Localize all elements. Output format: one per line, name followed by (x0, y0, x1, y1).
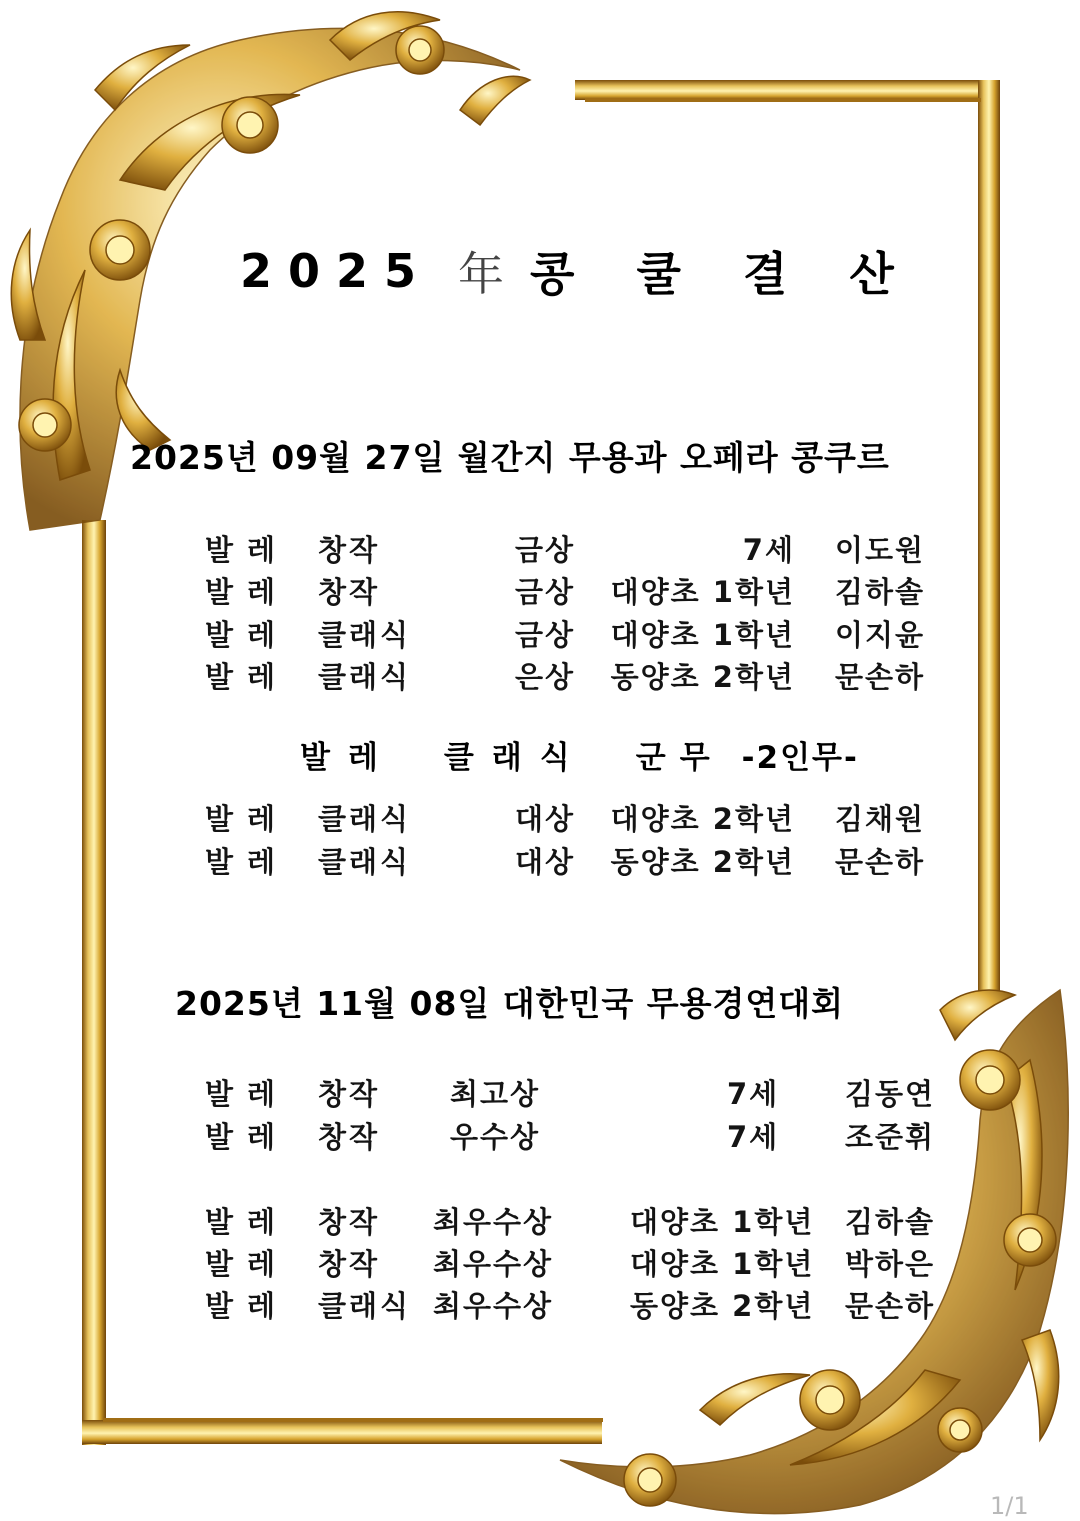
title-word: 콩 (530, 247, 591, 301)
award-row (205, 655, 945, 695)
award-category: 창작 (318, 533, 381, 567)
title-word: 산 (849, 247, 910, 301)
section-heading-2: 2025년 11월 08일 대한민국 무용경연대회 (175, 984, 845, 1023)
award-level: 최우수상 (433, 1247, 554, 1281)
award-row (205, 1242, 945, 1282)
title-word: 쿨 (636, 247, 697, 301)
award-name: 문손하 (835, 845, 926, 879)
award-category: 창작 (318, 1247, 381, 1281)
award-level: 최고상 (450, 1077, 541, 1111)
award-name: 박하은 (845, 1247, 936, 1281)
page-indicator: 1/1 (990, 1492, 1029, 1520)
title-words (530, 238, 910, 304)
award-name: 김하솔 (845, 1205, 936, 1239)
award-name: 김하솔 (835, 575, 926, 609)
award-school: 동양초 2학년 (630, 1289, 815, 1323)
award-name: 김동연 (845, 1077, 936, 1111)
award-level: 최우수상 (433, 1289, 554, 1323)
award-row (205, 1072, 945, 1112)
award-school: 7세 (727, 1120, 780, 1154)
group-detail: -2인무- (741, 740, 859, 776)
award-name: 조준휘 (845, 1120, 936, 1154)
award-category: 클래식 (318, 618, 412, 652)
award-school: 대양초 1학년 (630, 1247, 815, 1281)
award-school: 동양초 2학년 (610, 660, 795, 694)
award-row (205, 840, 945, 880)
award-name: 문손하 (845, 1289, 936, 1323)
award-row (205, 613, 945, 653)
award-category: 클래식 (318, 845, 412, 879)
award-name: 문손하 (835, 660, 926, 694)
page-title (240, 238, 910, 304)
award-school: 동양초 2학년 (610, 845, 795, 879)
section-heading-1: 2025년 09월 27일 월간지 무용과 오페라 콩쿠르 (130, 438, 890, 477)
award-school: 7세 (727, 1077, 780, 1111)
group-genre: 발레 (300, 740, 396, 776)
award-name: 이도원 (835, 533, 926, 567)
award-genre: 발레 (205, 618, 290, 652)
award-category: 창작 (318, 575, 381, 609)
award-category: 창작 (318, 1077, 381, 1111)
award-row (205, 1115, 945, 1155)
group-heading (300, 732, 859, 777)
award-genre: 발레 (205, 1120, 290, 1154)
award-level: 대상 (515, 845, 576, 879)
award-category: 창작 (318, 1205, 381, 1239)
award-level: 은상 (515, 660, 576, 694)
award-category: 클래식 (318, 660, 412, 694)
award-school: 대양초 2학년 (610, 802, 795, 836)
award-level: 금상 (515, 533, 576, 567)
award-level: 금상 (515, 575, 576, 609)
group-category: 클래식 (443, 740, 588, 776)
award-row (205, 1200, 945, 1240)
award-level: 금상 (515, 618, 576, 652)
award-row (205, 528, 945, 568)
award-genre: 발레 (205, 660, 290, 694)
award-genre: 발레 (205, 533, 290, 567)
award-genre: 발레 (205, 802, 290, 836)
award-category: 클래식 (318, 802, 412, 836)
title-word: 결 (742, 247, 804, 301)
award-level: 우수상 (450, 1120, 541, 1154)
award-row (205, 570, 945, 610)
award-category: 클래식 (318, 1289, 412, 1323)
award-genre: 발레 (205, 1205, 290, 1239)
award-school: 대양초 1학년 (610, 618, 795, 652)
award-genre: 발레 (205, 1289, 290, 1323)
group-type: 군무 (635, 740, 724, 776)
award-name: 김채원 (835, 802, 926, 836)
award-category: 창작 (318, 1120, 381, 1154)
title-year-char: 年 (458, 247, 505, 301)
award-school: 7세 (742, 533, 795, 567)
award-genre: 발레 (205, 1077, 290, 1111)
award-name: 이지윤 (835, 618, 926, 652)
award-school: 대양초 1학년 (610, 575, 795, 609)
award-genre: 발레 (205, 845, 290, 879)
award-genre: 발레 (205, 1247, 290, 1281)
award-level: 최우수상 (433, 1205, 554, 1239)
award-level: 대상 (515, 802, 576, 836)
award-row (205, 1284, 945, 1324)
award-school: 대양초 1학년 (630, 1205, 815, 1239)
award-genre: 발레 (205, 575, 290, 609)
award-row (205, 797, 945, 837)
title-year: 2025 (240, 244, 433, 298)
